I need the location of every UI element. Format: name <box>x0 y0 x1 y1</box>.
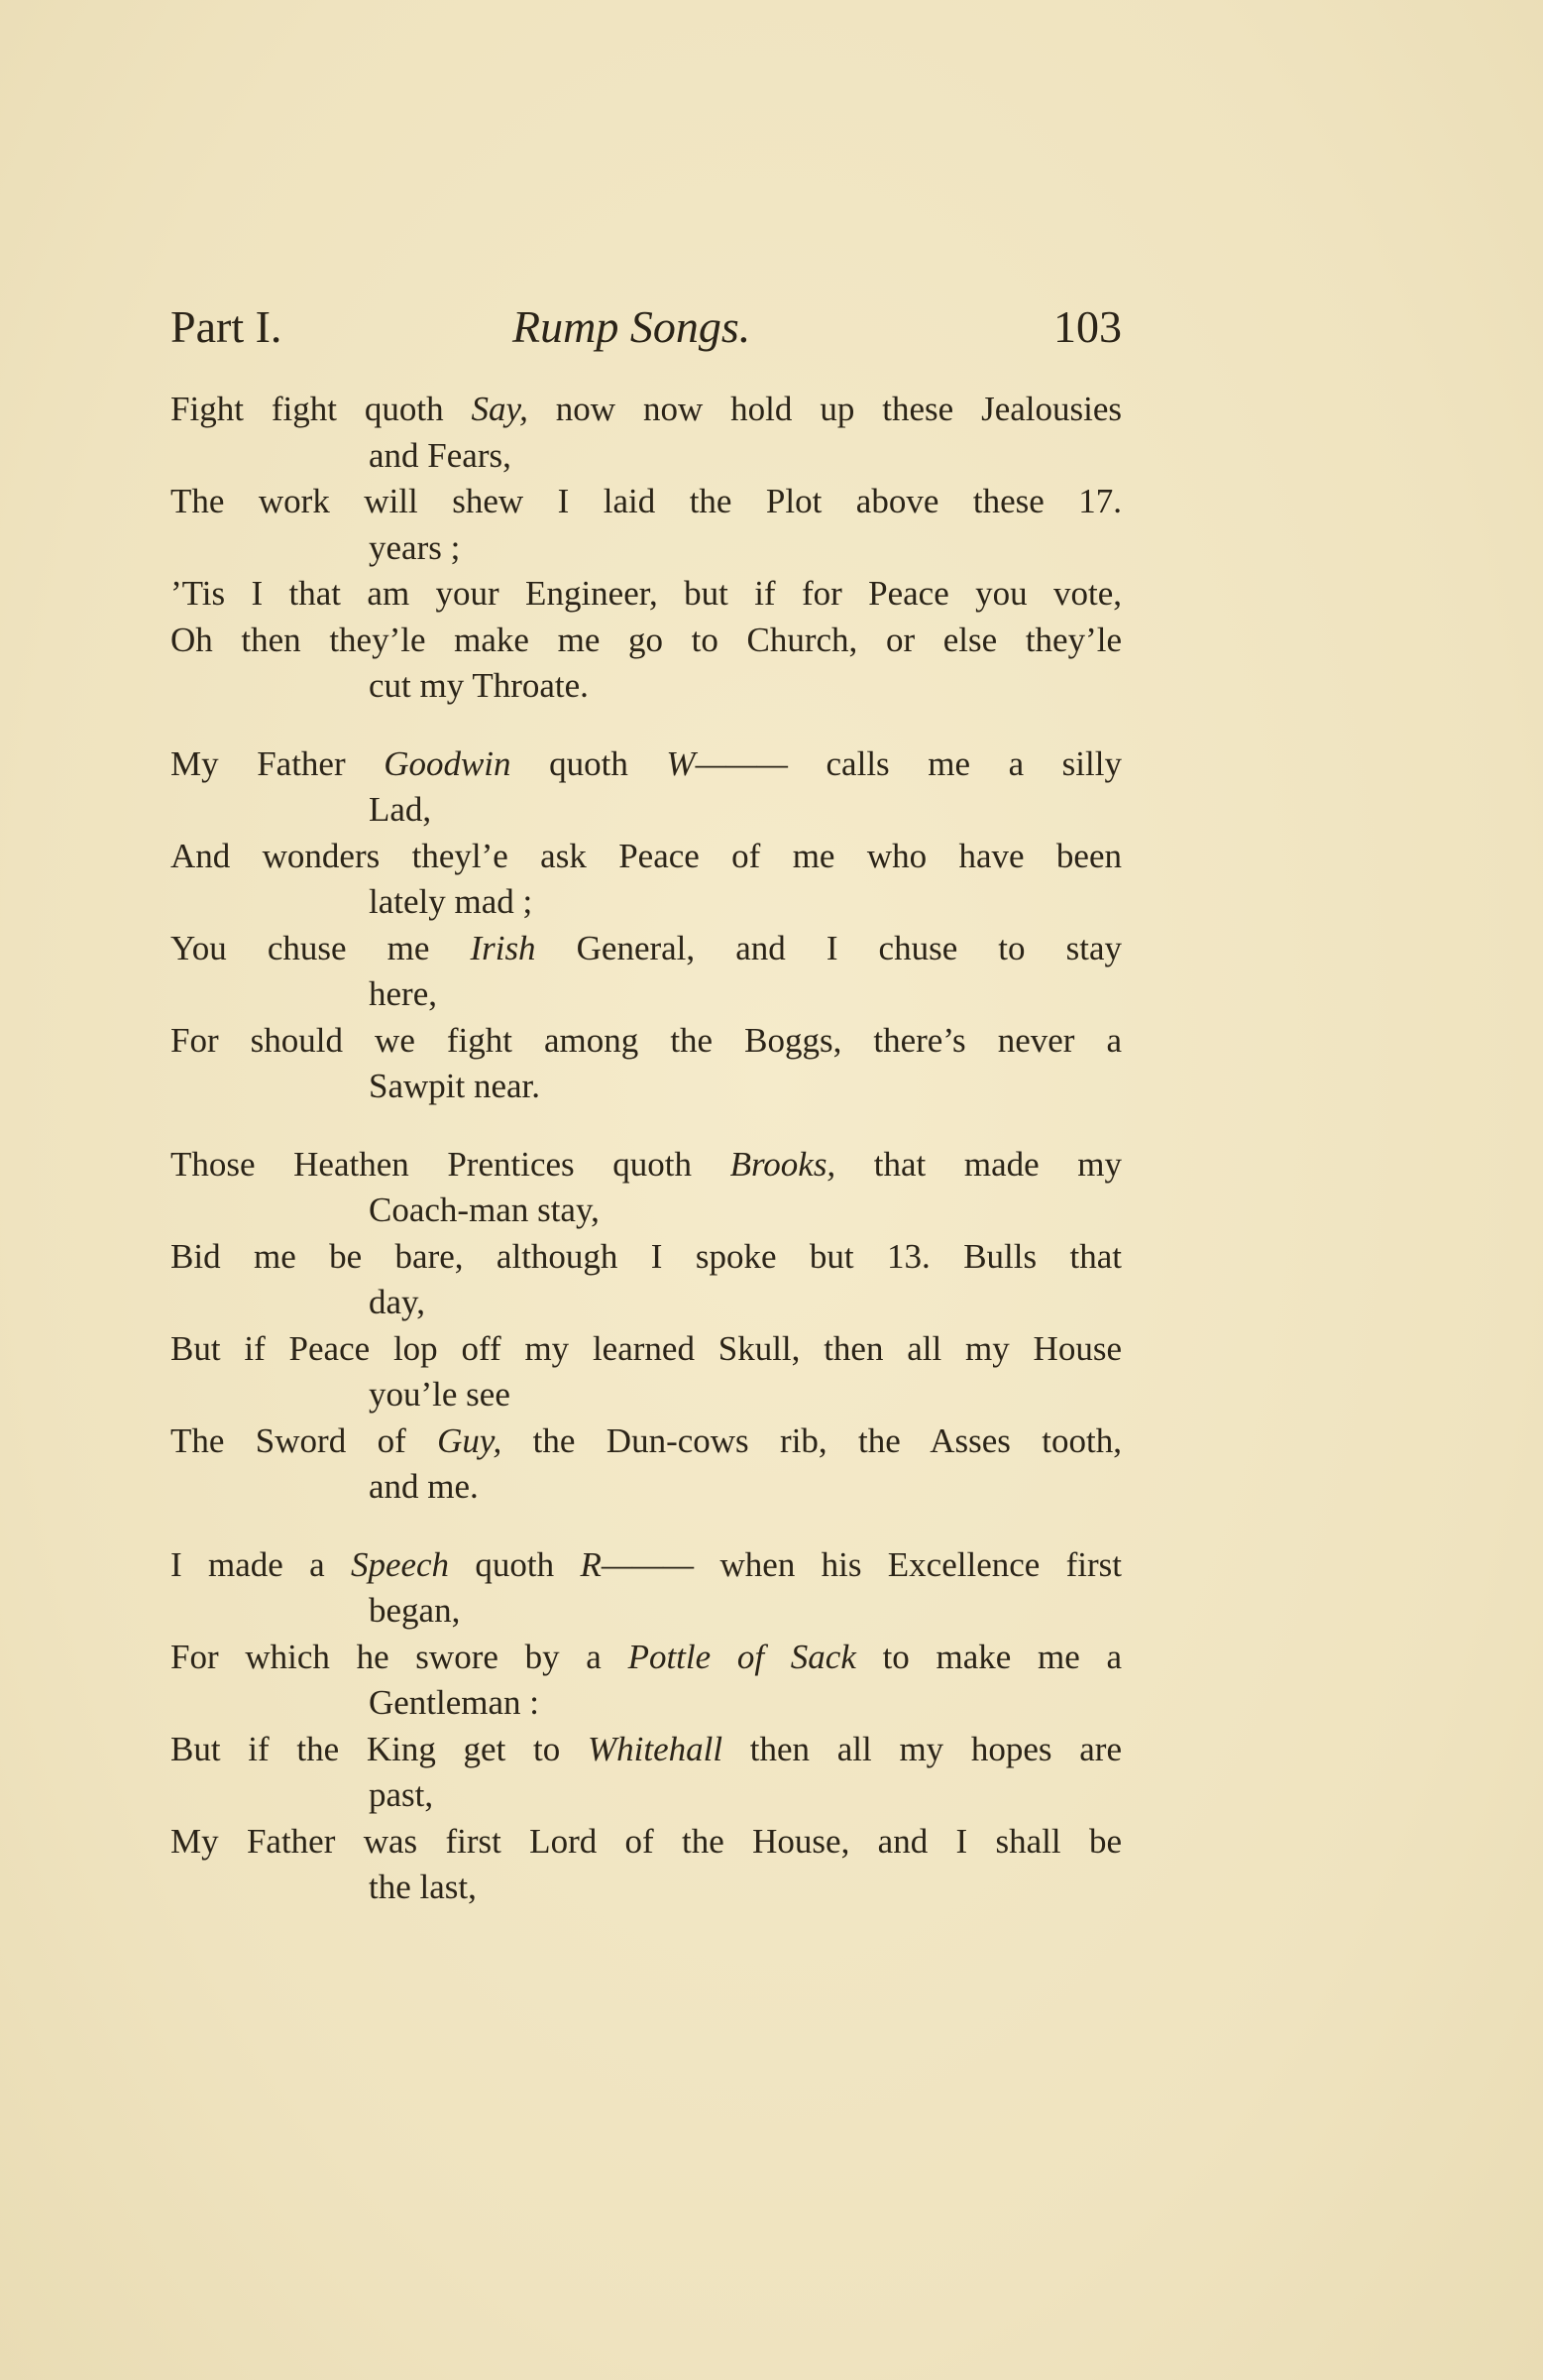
verse-continuation: here, <box>369 974 437 1013</box>
verse-line: ’Tis I that am your Engineer, but if for Peace you vote, <box>170 574 1122 613</box>
verse-continuation: lately mad ; <box>369 882 533 921</box>
verse-line: My Father was first Lord of the House, and I shall be <box>170 1821 1122 1861</box>
verse-continuation: and me. <box>369 1467 479 1506</box>
verse-line: The work will shew I laid the Plot above these 17. <box>170 482 1122 520</box>
verse-continuation: began, <box>369 1591 461 1630</box>
verse-line: I made a Speech quoth R——— when his Excellence first <box>170 1544 1123 1584</box>
verse-line: You chuse me Irish General, and I chuse to stay <box>170 928 1122 967</box>
verse-continuation: Lad, <box>369 790 432 829</box>
verse-continuation: Gentleman : <box>369 1683 540 1722</box>
verse-line: Fight fight quoth Say, now now hold up these Jealousies <box>170 390 1122 428</box>
verse-continuation: you’le see <box>369 1375 510 1414</box>
verse-line: For which he swore by a Pottle of Sack to make me a <box>170 1637 1122 1676</box>
verse-continuation: Sawpit near. <box>369 1067 541 1105</box>
stanza-4 <box>170 1542 1122 1911</box>
verse-line: Bid me be bare, although I spoke but 13. Bulls that <box>170 1236 1122 1276</box>
page-number: 103 <box>1053 301 1122 352</box>
verse-continuation: years ; <box>369 527 461 567</box>
verse-line: Those Heathen Prentices quoth Brooks, that made my <box>170 1144 1122 1184</box>
stanza-1 <box>170 387 1122 710</box>
verse-line: The Sword of Guy, the Dun-cows rib, the Asses tooth, <box>170 1420 1123 1460</box>
verse-line: Oh then they’le make me go to Church, or else they’le <box>170 620 1122 659</box>
verse-line: But if Peace lop off my learned Skull, then all my House <box>170 1328 1122 1368</box>
running-title: Rump Songs. <box>512 301 751 352</box>
verse-continuation: and Fears, <box>369 435 511 475</box>
stanza-2 <box>170 741 1122 1110</box>
verse-line: My Father Goodwin quoth W——— calls me a silly <box>170 743 1122 783</box>
verse-line: And wonders theyl’e ask Peace of me who have been <box>170 836 1122 875</box>
verse-line: For should we fight among the Boggs, there’s never a <box>170 1020 1122 1060</box>
part-label: Part I. <box>170 301 282 352</box>
verse-continuation: Coach-man stay, <box>369 1190 600 1229</box>
poem-body <box>170 387 1122 1943</box>
verse-line: But if the King get to Whitehall then all my hopes are <box>170 1729 1122 1768</box>
verse-continuation: the last, <box>369 1868 477 1906</box>
running-header <box>170 287 1122 367</box>
verse-continuation: past, <box>369 1775 434 1814</box>
verse-continuation: cut my Throate. <box>369 666 589 705</box>
verse-continuation: day, <box>369 1283 426 1321</box>
stanza-3 <box>170 1142 1122 1511</box>
